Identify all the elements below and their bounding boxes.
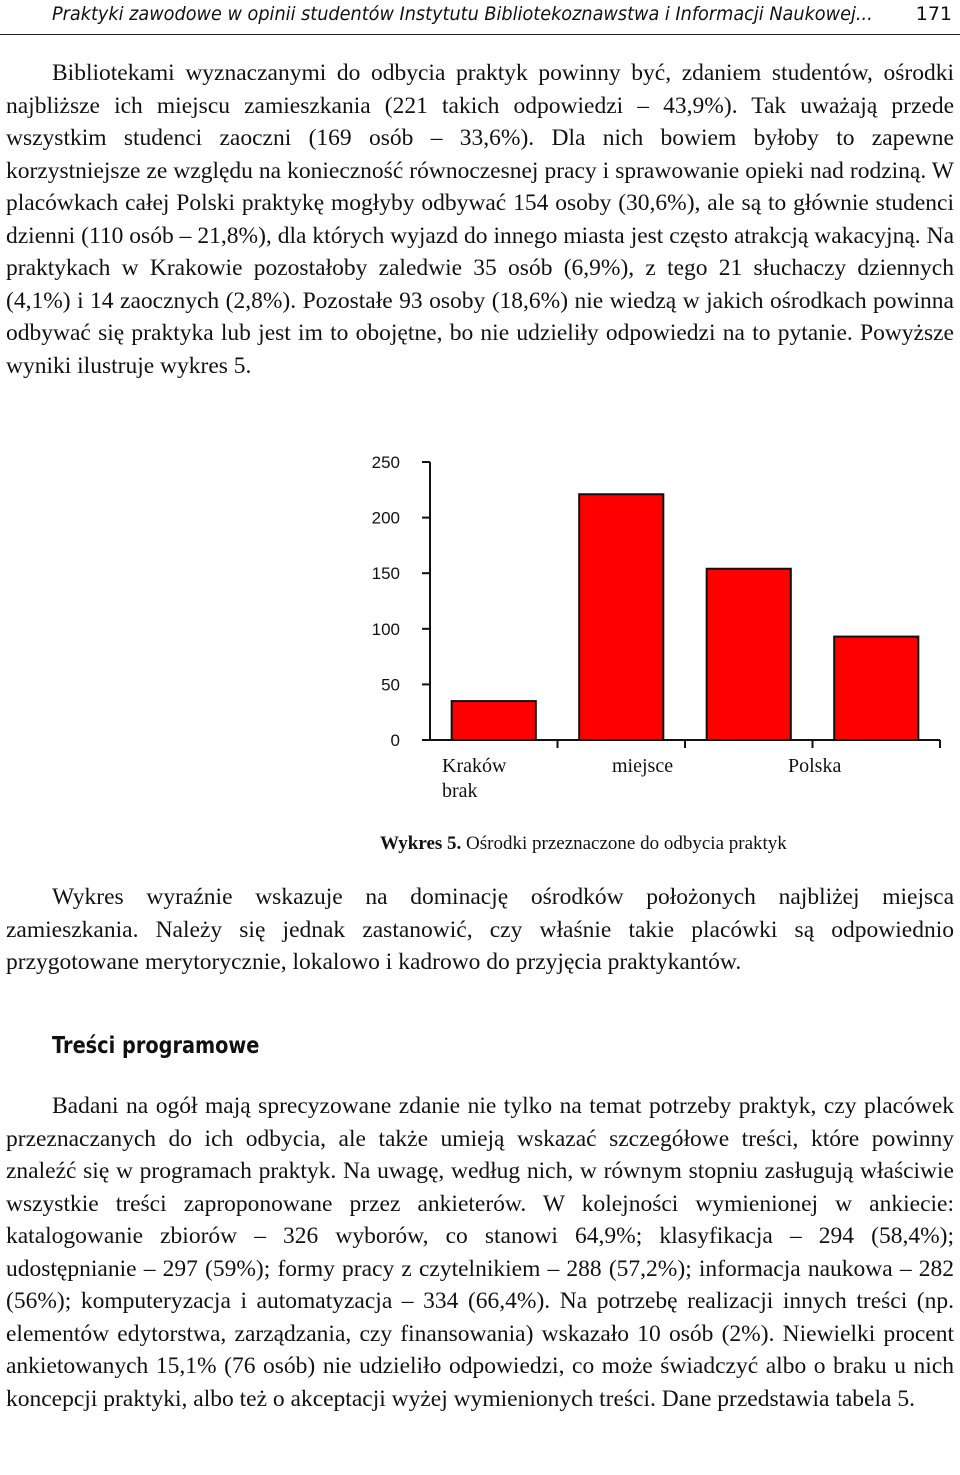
category-labels	[442, 755, 841, 802]
bar-chart	[0, 440, 960, 820]
bar-4	[834, 637, 918, 740]
running-header	[0, 0, 960, 35]
bar-2	[579, 494, 663, 740]
category-label: Polska	[788, 755, 842, 777]
x-axis	[430, 740, 940, 748]
chart-bars	[452, 494, 919, 740]
y-tick-label: 100	[371, 619, 400, 639]
y-axis	[372, 453, 430, 750]
running-header-title: Praktyki zawodowe w opinii studentów Instytutu Bibliotekoznawstwa i Informacji Naukowej...	[52, 3, 873, 25]
body-paragraph-3: Badani na ogół mają sprecyzowane zdanie nie tylko na temat potrzeby praktyk, czy placówek przeznaczanych do ich odbycia, ale także umieją wskazać szczegółowe treści, które powinny znaleźć się w programach praktyk. Na uwagę, według nich, w równym stopniu zasługują właściwie wszystkie treści zaproponowane przez ankieterów. W kolejności wymienionej w ankiecie: katalogowanie zbiorów – 326 wyborów, co stanowi 64,9%; klasyfikacja – 294 (58,4%); udostępnianie – 297 (59%); formy pracy z czytelnikiem – 288 (57,2%); informacja naukowa – 282 (56%); komputeryzacja i automatyzacja – 334 (66,4%). Na potrzebę realizacji innych treści (np. elementów edytorstwa, zarządzania, czy finansowania) wskazało 10 osób (2%). Niewielki procent ankietowanych 15,1% (76 osób) nie udzieliło odpowiedzi, co może świadczyć albo o braku u nich koncepcji praktyki, albo też o akceptacji wyżej wymienionych treści. Dane przedstawia tabela 5.	[6, 1093, 954, 1412]
y-tick-label: 250	[371, 453, 400, 472]
y-tick-label: 200	[371, 508, 400, 528]
section-heading: Treści programowe	[52, 1033, 260, 1059]
figure-caption	[380, 833, 787, 855]
figure-caption-text: Ośrodki przeznaczone do odbycia praktyk	[461, 833, 787, 854]
y-tick-label: 50	[381, 675, 400, 695]
category-label: Kraków	[442, 755, 507, 777]
page-number: 171	[915, 3, 952, 25]
body-paragraph-2: Wykres wyraźnie wskazuje na dominację ośrodków położonych najbliżej miejsca zamieszkania. Należy się jednak zastanowić, czy właśnie takie placówki są odpowiednio przygotowane merytorycznie, lokalowo i kadrowo do przyjęcia praktykantów.	[6, 884, 954, 975]
bar-3	[707, 569, 791, 740]
category-label: brak	[442, 780, 478, 802]
category-label: miejsce	[612, 755, 674, 777]
bar-1	[452, 701, 536, 740]
y-tick-label: 150	[371, 564, 400, 584]
figure-caption-label: Wykres 5.	[380, 833, 462, 854]
y-tick-label: 0	[390, 731, 400, 750]
body-paragraph-1: Bibliotekami wyznaczanymi do odbycia praktyk powinny być, zdaniem studentów, ośrodki najbliższe ich miejscu zamieszkania (221 takich odpowiedzi – 43,9%). Tak uważają przede wszystkim studenci zaoczni (169 osób – 33,6%). Dla nich bowiem byłoby to zapewne korzystniejsze ze względu na konieczność równoczesnej pracy i sprawowanie opieki nad rodziną. W placówkach całej Polski praktykę mogłyby odbywać 154 osoby (30,6%), ale są to głównie studenci dzienni (110 osób – 21,8%), dla których wyjazd do innego miasta jest często atrakcją wakacyjną. Na praktykach w Krakowie pozostałoby zaledwie 35 osób (6,9%), z tego 21 słuchaczy dziennych (4,1%) i 14 zaocznych (2,8%). Pozostałe 93 osoby (18,6%) nie wiedzą w jakich ośrodkach powinna odbywać się praktyka lub jest im to obojętne, bo nie udzieliły odpowiedzi na to pytanie. Powyższe wyniki ilustruje wykres 5.	[6, 60, 954, 379]
